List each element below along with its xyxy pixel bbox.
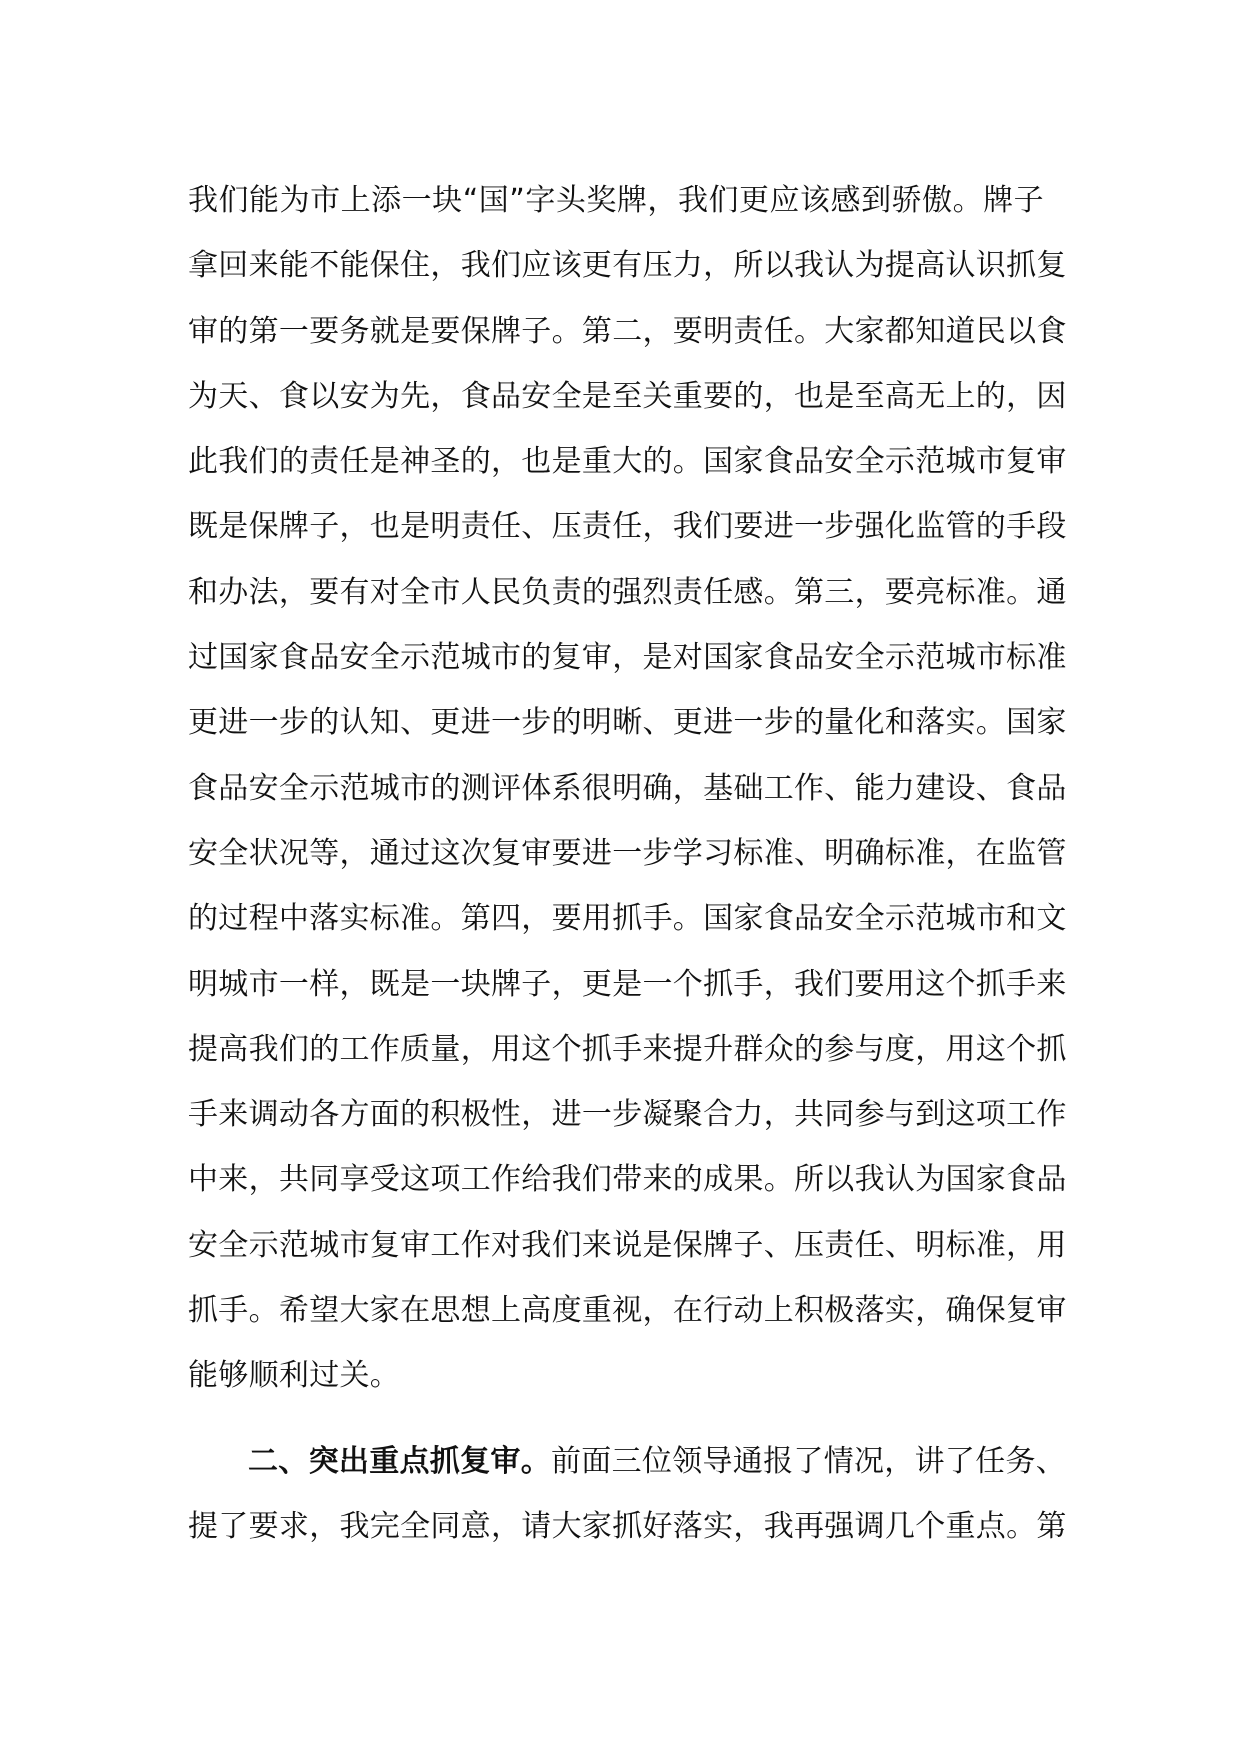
text-line: 审的第一要务就是要保牌子。第二，要明责任。大家都知道民以食 (188, 313, 1067, 349)
document-body (188, 168, 1067, 1559)
text-line: 的过程中落实标准。第四，要用抓手。国家食品安全示范城市和文 (188, 901, 1067, 937)
text-line: 过国家食品安全示范城市的复审，是对国家食品安全示范城市标准 (188, 640, 1067, 676)
text-line: 和办法，要有对全市人民负责的强烈责任感。第三，要亮标准。通 (188, 574, 1067, 610)
paragraph-2 (188, 1429, 1067, 1560)
text-line: 我们能为市上添一块“国”字头奖牌，我们更应该感到骄傲。牌子 (188, 183, 1044, 218)
text-line: 明城市一样，既是一块牌子，更是一个抓手，我们要用这个抓手来 (188, 966, 1067, 1002)
text-line (188, 1429, 1067, 1494)
text-line: 拿回来能不能保住，我们应该更有压力，所以我认为提高认识抓复 (188, 248, 1067, 284)
text-line: 食品安全示范城市的测评体系很明确，基础工作、能力建设、食品 (188, 770, 1067, 806)
text-line: 安全示范城市复审工作对我们来说是保牌子、压责任、明标准，用 (188, 1227, 1067, 1263)
text-line: 提高我们的工作质量，用这个抓手来提升群众的参与度，用这个抓 (188, 1031, 1067, 1067)
text-line: 此我们的责任是神圣的，也是重大的。国家食品安全示范城市复审 (188, 444, 1067, 480)
text-line: 提了要求，我完全同意，请大家抓好落实，我再强调几个重点。第 (188, 1508, 1067, 1544)
text-line: 抓手。希望大家在思想上高度重视，在行动上积极落实，确保复审 (188, 1293, 1067, 1329)
text-line: 能够顺利过关。 (188, 1358, 401, 1394)
paragraph-1 (188, 168, 1067, 1409)
text-line: 既是保牌子，也是明责任、压责任，我们要进一步强化监管的手段 (188, 509, 1067, 545)
text-line: 手来调动各方面的积极性，进一步凝聚合力，共同参与到这项工作 (188, 1097, 1067, 1133)
heading-line-text: 前面三位领导通报了情况，讲了任务、 (551, 1443, 1067, 1479)
text-line: 中来，共同享受这项工作给我们带来的成果。所以我认为国家食品 (188, 1162, 1067, 1198)
text-line: 为天、食以安为先，食品安全是至关重要的，也是至高无上的，因 (188, 378, 1067, 414)
text-line: 更进一步的认知、更进一步的明晰、更进一步的量化和落实。国家 (188, 705, 1067, 741)
section-heading: 二、突出重点抓复审。 (248, 1443, 551, 1479)
text-line: 安全状况等，通过这次复审要进一步学习标准、明确标准，在监管 (188, 835, 1067, 871)
